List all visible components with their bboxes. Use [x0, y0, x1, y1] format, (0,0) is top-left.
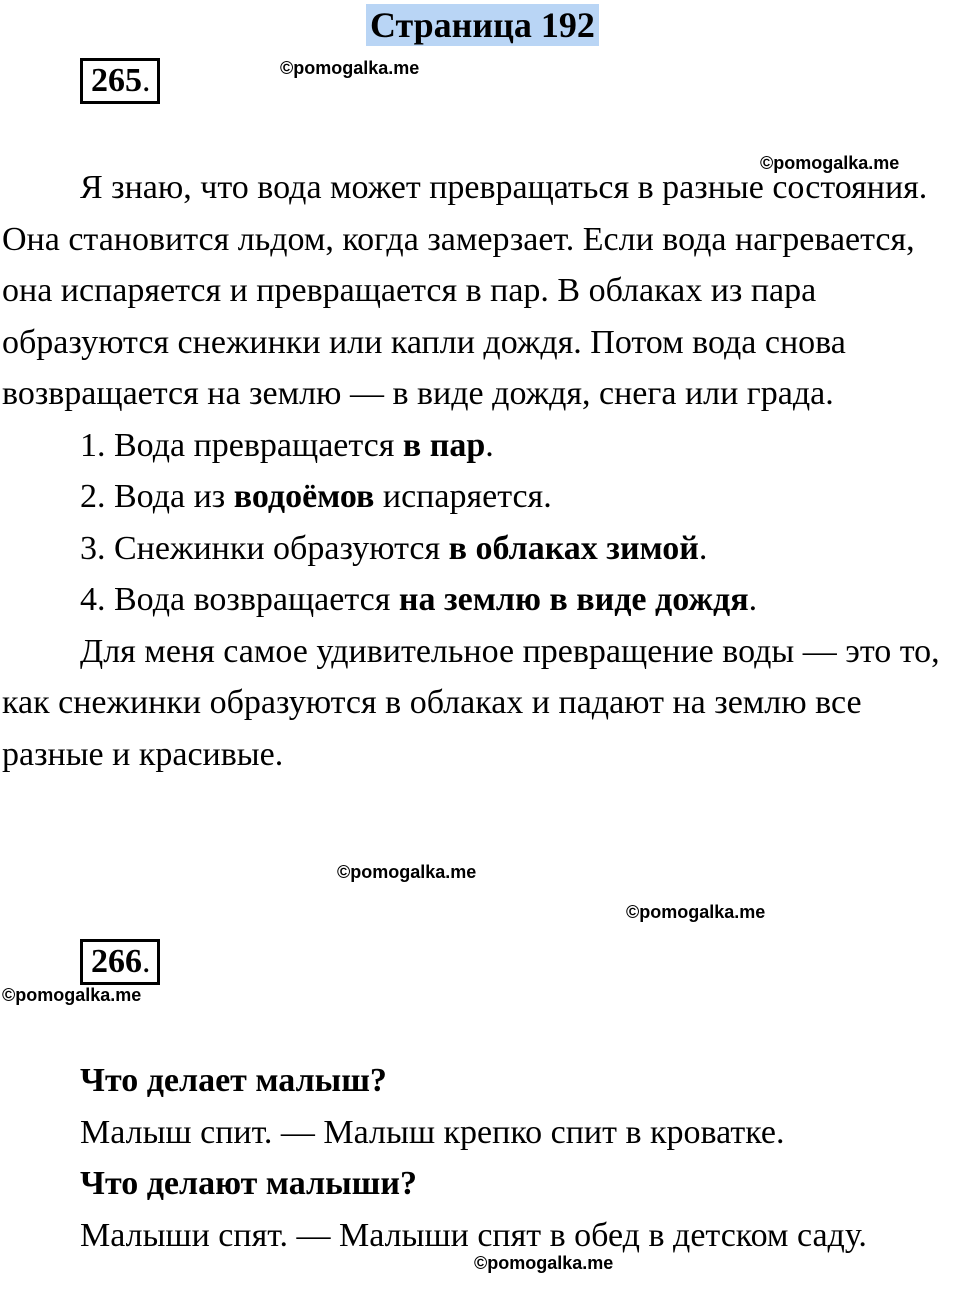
paragraph: Для меня самое удивительное превращение воды — это то, как снежинки образуются в облаках и падают на землю все разные и красивые.: [2, 632, 940, 773]
exercise-266-text: [2, 1055, 960, 1261]
list-item: 1. Вода превращается в пар.: [80, 426, 494, 464]
watermark: ©pomogalka.me: [280, 58, 420, 78]
question: Что делают малыши?: [80, 1165, 417, 1202]
exercise-number-266: 266.: [80, 939, 160, 985]
answer: Малыш спит. — Малыш крепко спит в кроватке.: [80, 1113, 785, 1151]
watermark: ©pomogalka.me: [474, 1253, 614, 1273]
list-item: 3. Снежинки образуются в облаках зимой.: [80, 529, 708, 567]
list-item: 4. Вода возвращается на землю в виде дождя.: [80, 581, 758, 618]
question: Что делает малыш?: [80, 1062, 387, 1099]
watermark: ©pomogalka.me: [626, 902, 766, 922]
exercise-number-265: 265.: [80, 58, 160, 104]
watermark: ©pomogalka.me: [2, 985, 142, 1005]
answer: Малыши спят. — Малыши спят в обед в детском саду.: [80, 1216, 867, 1254]
page-title: Страница 192: [366, 4, 599, 46]
list-item: 2. Вода из водоёмов испаряется.: [80, 478, 552, 515]
watermark: ©pomogalka.me: [760, 153, 900, 173]
exercise-265-text: [2, 162, 960, 780]
watermark: ©pomogalka.me: [337, 862, 477, 882]
paragraph: Я знаю, что вода может превращаться в разные состояния. Она становится льдом, когда замерзает. Если вода нагревается, она испаряется и превращается в пар. В облаках из пара образуются снежинки или капли дождя. Потом вода снова возвращается на землю — в виде дождя, снега или града.: [2, 169, 928, 412]
